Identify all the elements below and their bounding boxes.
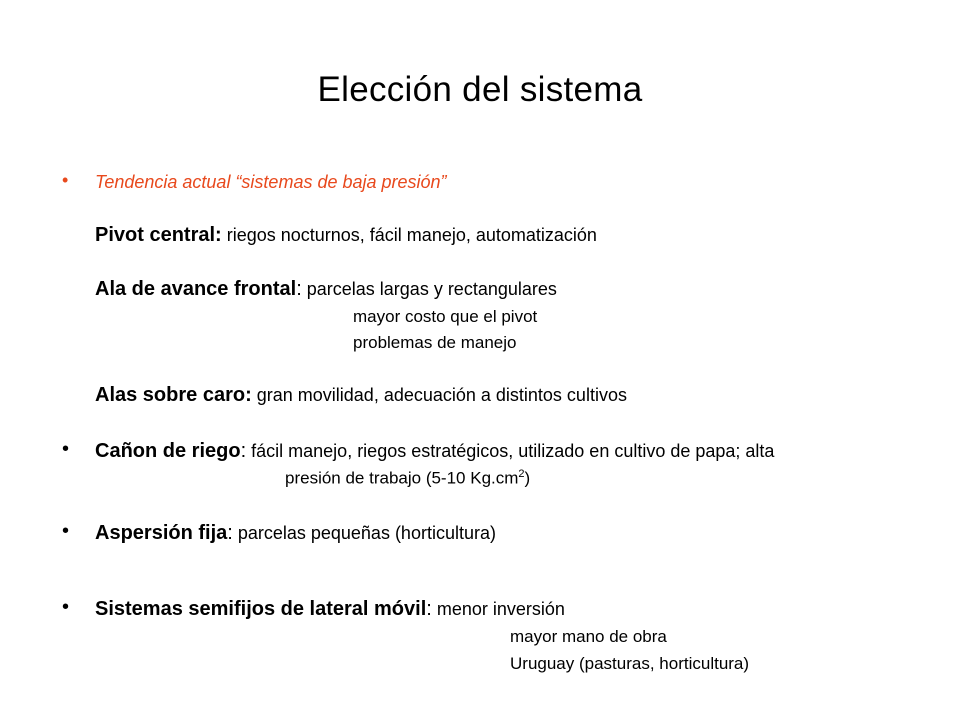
pivot-label: Pivot central	[95, 224, 216, 246]
bullet-icon: •	[62, 596, 70, 618]
bullet-icon: •	[62, 520, 70, 542]
canon-colon: :	[240, 440, 247, 462]
canon-label: Cañon de riego	[95, 440, 241, 462]
alas-caro-line	[95, 384, 627, 407]
alas-caro-desc: gran movilidad, adecuación a distintos cultivos	[251, 385, 627, 405]
pivot-line	[95, 224, 597, 247]
semifijos-line3: Uruguay (pasturas, horticultura)	[510, 654, 750, 673]
ala-line	[95, 278, 557, 301]
bullet-icon: •	[62, 438, 70, 460]
semifijos-colon: :	[426, 598, 432, 620]
canon-line2	[285, 468, 530, 489]
aspersion-line	[95, 522, 496, 545]
pivot-colon: :	[215, 224, 222, 246]
aspersion-desc: parcelas pequeñas (horticultura)	[232, 523, 496, 543]
canon-close: )	[524, 468, 531, 488]
semifijos-desc: menor inversión	[431, 599, 565, 619]
ala-desc: parcelas largas y rectangulares	[301, 279, 557, 299]
canon-line	[95, 440, 774, 463]
canon-sup: 2	[518, 468, 525, 480]
ala-line2: mayor costo que el pivot	[353, 307, 538, 326]
aspersion-colon: :	[227, 522, 233, 544]
bullet-icon: •	[62, 170, 69, 190]
ala-colon: :	[296, 278, 302, 300]
pivot-desc: riegos nocturnos, fácil manejo, automatización	[221, 225, 597, 245]
semifijos-line2: mayor mano de obra	[510, 627, 667, 646]
ala-line3: problemas de manejo	[353, 333, 517, 352]
aspersion-label: Aspersión fija	[95, 522, 228, 544]
slide-title: Elección del sistema	[317, 70, 643, 109]
tendencia-text: Tendencia actual “sistemas de baja presión”	[95, 172, 447, 192]
alas-caro-label: Alas sobre caro	[95, 384, 246, 406]
alas-caro-colon: :	[245, 384, 252, 406]
ala-label: Ala de avance frontal	[95, 278, 297, 300]
semifijos-label: Sistemas semifijos de lateral móvil	[95, 598, 427, 620]
canon-line2-text: presión de trabajo (5-10 Kg.cm	[285, 468, 519, 488]
semifijos-line	[95, 598, 565, 621]
canon-desc: fácil manejo, riegos estratégicos, utilizado en cultivo de papa; alta	[246, 441, 775, 461]
